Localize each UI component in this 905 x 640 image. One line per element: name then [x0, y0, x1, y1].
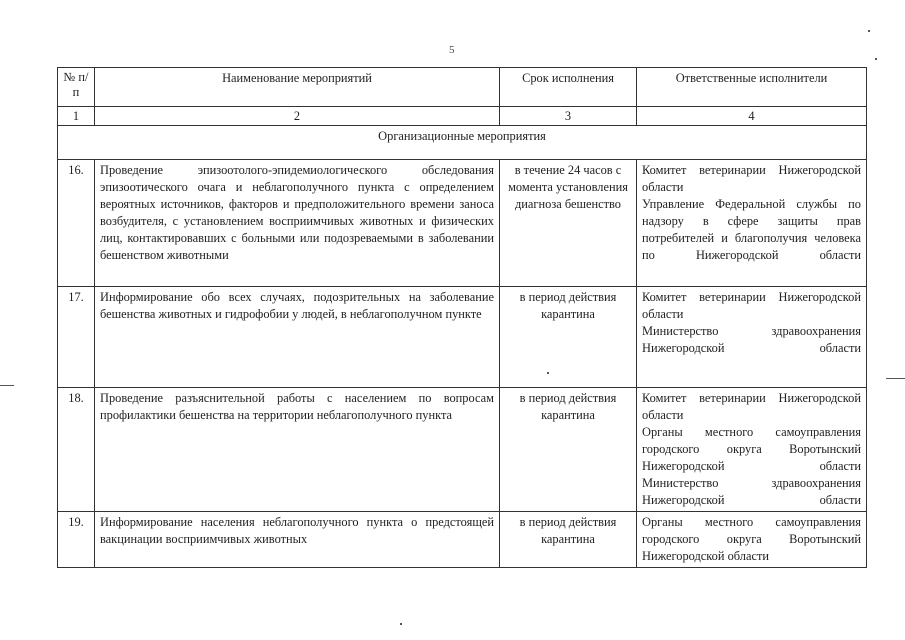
column-numbers-row	[58, 107, 867, 126]
responsible-item: Министерство здравоохранения Нижегородской области	[642, 476, 861, 507]
section-title: Организационные мероприятия	[58, 126, 867, 160]
header-term: Срок исполнения	[500, 68, 637, 107]
responsible-item: Органы местного самоуправления городского округа Воротынский Нижегородской области	[642, 515, 861, 563]
section-row	[58, 126, 867, 160]
table-row	[58, 287, 867, 388]
responsible-item: Комитет ветеринарии Нижегородской области	[642, 163, 861, 194]
scan-mark	[886, 378, 905, 379]
row-number: 18.	[58, 388, 95, 512]
row-term: в период действия карантина	[500, 287, 637, 388]
row-number: 17.	[58, 287, 95, 388]
row-responsible	[637, 160, 867, 287]
table-row	[58, 160, 867, 287]
responsible-item: Комитет ветеринарии Нижегородской области	[642, 391, 861, 422]
row-title: Информирование населения неблагополучного пункта о предстоящей вакцинации восприимчивых животных	[95, 512, 500, 568]
scan-mark	[547, 372, 549, 374]
header-num: № п/п	[58, 68, 95, 107]
scan-mark	[0, 385, 14, 386]
row-term: в период действия карантина	[500, 388, 637, 512]
column-number: 3	[500, 107, 637, 126]
row-term: в период действия карантина	[500, 512, 637, 568]
table-row	[58, 388, 867, 512]
header-name: Наименование мероприятий	[95, 68, 500, 107]
scan-mark	[868, 30, 870, 32]
responsible-item: Комитет ветеринарии Нижегородской области	[642, 290, 861, 321]
responsible-item: Органы местного самоуправления городского округа Воротынский Нижегородской области	[642, 425, 861, 473]
row-number: 16.	[58, 160, 95, 287]
table-header-row	[58, 68, 867, 107]
responsible-item: Управление Федеральной службы по надзору в сфере защиты прав потребителей и благополучия человека по Нижегородской области	[642, 197, 861, 262]
responsible-item: Министерство здравоохранения Нижегородской области	[642, 324, 861, 355]
column-number: 1	[58, 107, 95, 126]
scan-mark	[875, 58, 877, 60]
row-title: Проведение разъяснительной работы с населением по вопросам профилактики бешенства на территории неблагополучного пункта	[95, 388, 500, 512]
row-title: Информирование обо всех случаях, подозрительных на заболевание бешенства животных и гидрофобии у людей, в неблагополучном пункте	[95, 287, 500, 388]
measures-table	[57, 67, 867, 568]
column-number: 4	[637, 107, 867, 126]
row-responsible	[637, 512, 867, 568]
row-responsible	[637, 287, 867, 388]
row-responsible	[637, 388, 867, 512]
row-term: в течение 24 часов с момента установления диагноза бешенство	[500, 160, 637, 287]
row-number: 19.	[58, 512, 95, 568]
column-number: 2	[95, 107, 500, 126]
row-title: Проведение эпизоотолого-эпидемиологического обследования эпизоотического очага и неблагополучного пункта с определением вероятных источников, факторов и предположительного времени заноса возбудителя, с установлением восприимчивых животных и физических лиц, контактировавших с больными или подозреваемыми в заболевании бешенством животными	[95, 160, 500, 287]
scan-mark	[400, 623, 402, 625]
page-number: 5	[449, 44, 455, 56]
header-responsible: Ответственные исполнители	[637, 68, 867, 107]
table-row	[58, 512, 867, 568]
